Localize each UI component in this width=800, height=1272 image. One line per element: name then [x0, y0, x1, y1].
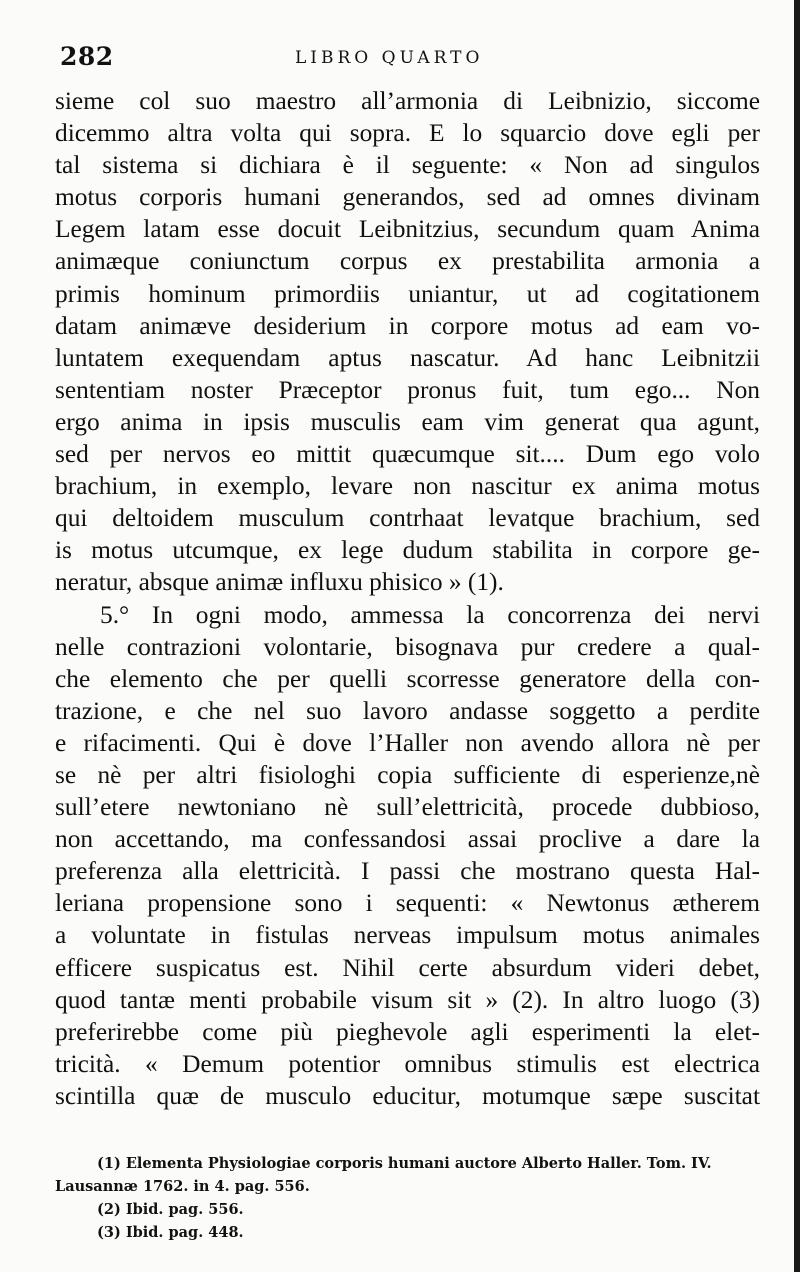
paragraph-1: [55, 85, 760, 599]
text-line: e rifacimenti. Qui è dove l’Haller non avendo allora nè per: [55, 728, 760, 757]
text-line: sieme col suo maestro all’armonia di Leibnizio, siccome: [55, 87, 760, 115]
text-line: Legem latam esse docuit Leibnitzius, secundum quam Anima: [55, 215, 760, 244]
text-line: quod tantæ menti probabile visum sit » (2). In altro luogo (3): [55, 985, 760, 1014]
text-line: sed per nervos eo mittit quæcumque sit.... Dum ego volo: [55, 440, 760, 469]
text-line: trazione, e che nel suo lavoro andasse soggetto a perdite: [55, 696, 760, 725]
page-edge-shadow: [794, 0, 800, 1272]
text-line: che elemento che per quelli scorresse generatore della con-: [55, 664, 760, 693]
text-line: non accettando, ma confessandosi assai proclive a dare la: [55, 825, 760, 854]
page-header: [60, 42, 760, 82]
text-line: sententiam noster Præceptor pronus fuit, tum ego... Non: [55, 375, 760, 404]
running-head: LIBRO QUARTO: [295, 48, 484, 68]
text-line: se nè per altri fisiologhi copia sufficiente di esperienze,nè: [55, 760, 760, 789]
text-line: qui deltoidem musculum contrhaat levatque brachium, sed: [55, 504, 760, 533]
page-number: 282: [60, 42, 114, 71]
paragraph-2: [55, 599, 760, 1113]
text-line: preferenza alla elettricità. I passi che mostrano questa Hal-: [55, 857, 760, 886]
text-line: nelle contrazioni volontarie, bisognava pur credere a qual-: [55, 632, 760, 661]
text-line: efficere suspicatus est. Nihil certe absurdum videri debet,: [55, 953, 760, 982]
text-line: is motus utcumque, ex lege dudum stabilita in corpore ge-: [55, 536, 760, 565]
text-line: preferirebbe come più pieghevole agli esperimenti la elet-: [55, 1017, 760, 1046]
text-line: leriana propensione sono i sequenti: « Newtonus ætherem: [55, 889, 760, 918]
text-line: luntatem exequendam aptus nascatur. Ad hanc Leibnitzii: [55, 343, 760, 372]
footnote-1: (1) Elementa Physiologiae corporis humani auctore Alberto Haller. Tom. IV.: [97, 1155, 712, 1172]
text-line: dicemmo altra volta qui sopra. E lo squarcio dove egli per: [55, 119, 760, 148]
text-line: scintilla quæ de musculo educitur, motumque sæpe suscitat: [55, 1081, 760, 1110]
text-line: sull’etere newtoniano nè sull’elettricità, procede dubbioso,: [55, 793, 760, 822]
text-line: brachium, in exemplo, levare non nascitur ex anima motus: [55, 472, 760, 501]
text-line: a voluntate in fistulas nerveas impulsum motus animales: [55, 921, 760, 950]
text-line: ergo anima in ipsis musculis eam vim generat qua agunt,: [55, 407, 760, 436]
body-text: [55, 85, 760, 1112]
footnote-1-continued: Lausannæ 1762. in 4. pag. 556.: [55, 1178, 310, 1195]
footnotes: [55, 1152, 760, 1244]
text-line: 5.° In ogni modo, ammessa la concorrenza dei nervi: [100, 600, 760, 629]
text-line: motus corporis humani generandos, sed ad omnes divinam: [55, 183, 760, 212]
footnote-2: (2) Ibid. pag. 556.: [97, 1201, 244, 1218]
text-line: tal sistema si dichiara è il seguente: « Non ad singulos: [55, 151, 760, 180]
text-line: datam animæve desiderium in corpore motus ad eam vo-: [55, 311, 760, 340]
text-line: neratur, absque animæ influxu phisico » (1).: [55, 568, 504, 597]
footnote-3: (3) Ibid. pag. 448.: [97, 1224, 244, 1241]
text-line: animæque coniunctum corpus ex prestabilita armonia a: [55, 247, 760, 276]
text-line: primis hominum primordiis uniantur, ut ad cogitationem: [55, 279, 760, 308]
text-line: tricità. « Demum potentior omnibus stimulis est electrica: [55, 1049, 760, 1078]
